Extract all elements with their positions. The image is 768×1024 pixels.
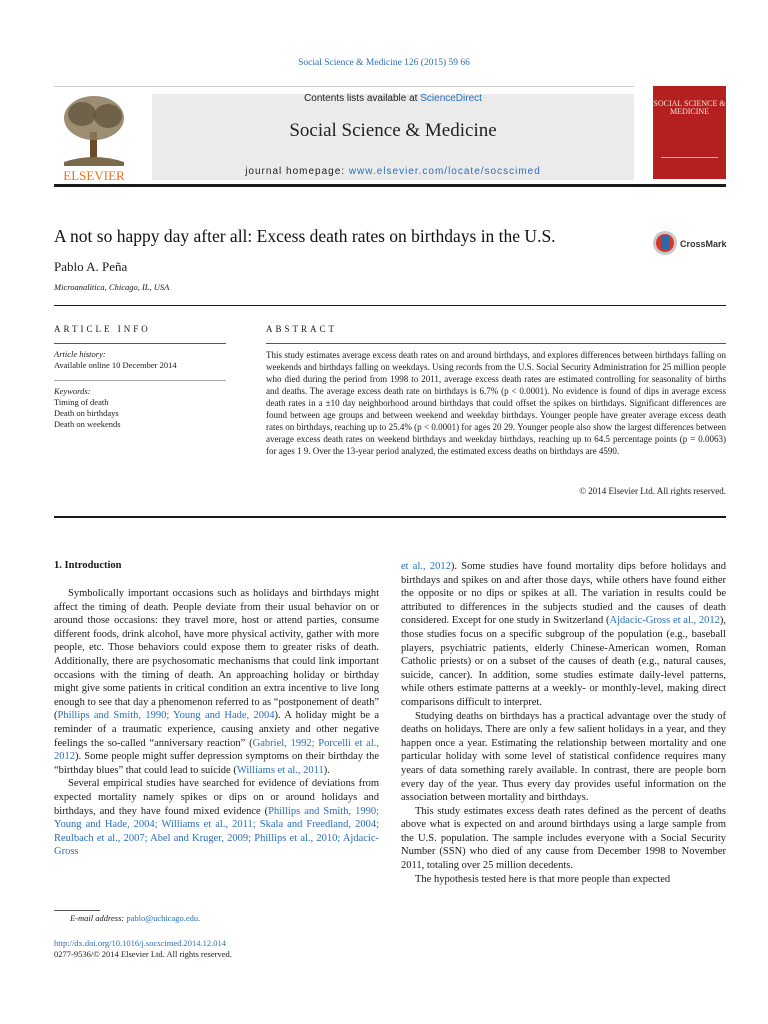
article-info-heading: ARTICLE INFO bbox=[54, 324, 151, 334]
article-title: A not so happy day after all: Excess death rates on birthdays in the U.S. bbox=[54, 226, 556, 246]
crossmark-label: CrossMark bbox=[680, 239, 727, 249]
header-bottom-rule bbox=[54, 184, 726, 187]
body-paragraph: This study estimates excess death rates defined as the percent of deaths above what is expected on and around birthdays using a large sample from the U.S. population. The sample includes everyone with a Social Security Number (SSN) who died of any cause from December 1998 to November 2011, totaling over 25 million decedents. bbox=[401, 805, 726, 872]
doi-block bbox=[54, 938, 232, 960]
paragraph-text: Several empirical studies have searched for evidence of deviations from expected mortality namely spikes or dips on or around holidays and birthdays, and they have found mixed evidence ( bbox=[54, 778, 379, 817]
paragraph-text: ). A holiday might be a reminder of a traumatic experience, causing anxiety and other negative feelings the so-called “anniversary reaction” ( bbox=[54, 710, 379, 749]
body-paragraph: Studying deaths on birthdays has a practical advantage over the study of deaths on holidays. There are only a few salient holidays in a year, and they happen once a year. Estimating the relationship between mortality and one particular holiday with some level of statistical confidence requires many years of data something rarely available. In contrast, there are people born every day of the year. Thus every day provides useful information on the association between mortality and birthdays. bbox=[401, 710, 726, 804]
keywords-block bbox=[54, 386, 226, 430]
sciencedirect-link[interactable]: ScienceDirect bbox=[420, 93, 482, 104]
body-left-column bbox=[54, 587, 379, 859]
abstract-bottom-rule bbox=[54, 516, 726, 518]
header-top-rule bbox=[54, 86, 634, 87]
body-paragraph: The hypothesis tested here is that more people than expected bbox=[415, 873, 671, 885]
crossmark-icon bbox=[652, 230, 732, 260]
publisher-name: ELSEVIER bbox=[63, 168, 125, 183]
elsevier-logo bbox=[54, 90, 134, 185]
author-name: Pablo A. Peña bbox=[54, 259, 128, 274]
history-label: Article history: bbox=[54, 349, 106, 359]
footnote-rule bbox=[54, 910, 100, 911]
paragraph-text: ). Some studies have found mortality dips before holidays and birthdays and spikes on and after those days, while others have found either the opposite or no dips or spikes at all. The variation in results could be attributed to differences in the subjects studied and the causes of death considered. Except for one study in Switzerland ( bbox=[401, 561, 727, 627]
contents-line bbox=[152, 93, 634, 104]
author-affiliation: Microanalitica, Chicago, IL, USA bbox=[54, 282, 170, 292]
body-right-column bbox=[401, 560, 726, 886]
abstract-heading: ABSTRACT bbox=[266, 324, 338, 334]
author-email-footnote bbox=[70, 913, 200, 923]
abstract-text: This study estimates average excess death rates on and around birthdays, and explores differences between birthdays falling on weekends and birthdays falling on weekdays. Using records from the U.S. Social Security Administration for 25 million people who died during the period from 1998 to 2011, average excess death rates are estimated controlling for seasonality of births and deaths. The average excess death rate on birthdays is 6.7% (p < 0.0001). No evidence is found of dips in average excess death rates in a ±10 day neighborhood around birthdays that could offset the spikes on birthdays. Significant differences are found between age groups and between weekend and weekday birthdays. Younger people have greater average excess death rates on birthdays, reaching up to 25.4% (p < 0.0001) for ages 20 29. Younger people also show the largest differences between average excess death rates on weekend birthdays and weekday birthdays, reaching up to 64.5 percentage points (p = 0.0063) for ages 1 9. Over the 13-year period analyzed, the estimated excess deaths on birthdays are 4590. bbox=[266, 350, 726, 456]
section-heading-introduction: 1. Introduction bbox=[54, 560, 122, 571]
body-paragraph bbox=[54, 777, 379, 859]
homepage-link[interactable]: www.elsevier.com/locate/socscimed bbox=[348, 166, 541, 177]
paragraph-text: Symbolically important occasions such as holidays and birthdays might affect the timing of death. People deviate from their usual behavior on or around those occasions: they travel more, host or attend parties, consume different foods, drink alcohol, have more physical activity, gather with more people, etc. Those behaviors could expose them to greater risks of death. Additionally, there are psychosomatic mechanisms that could link important occasions with the timing of death. An approaching holiday or birthday might give some patients in critical condition an extra incentive to live long enough to see that day a phenomenon referred to as “postponement of death” ( bbox=[54, 588, 379, 722]
crossmark-badge[interactable] bbox=[652, 230, 732, 260]
contents-prefix: Contents lists available at bbox=[304, 93, 421, 104]
keyword-item: Death on weekends bbox=[54, 419, 121, 429]
article-info-rule bbox=[54, 343, 226, 344]
body-paragraph bbox=[401, 560, 726, 710]
keyword-item: Death on birthdays bbox=[54, 408, 119, 418]
email-label: E-mail address: bbox=[70, 913, 127, 923]
citation-link[interactable]: Gabriel, 1992; Porcelli et al., 2012 bbox=[54, 737, 380, 763]
citation-link[interactable]: Phillips and Smith, 1990; Young and Hade, 2004; Williams et al., 2011; Skala and Freedland, 2004; Reulbach et al., 2007; Abel and Kruger, 2009; Phillips et al., 2010; Ajdacic-Gross bbox=[54, 805, 379, 858]
title-divider bbox=[54, 305, 726, 306]
email-link[interactable]: pablo@uchicago.edu. bbox=[126, 913, 201, 923]
homepage-label: journal homepage: bbox=[245, 166, 349, 177]
history-value: Available online 10 December 2014 bbox=[54, 360, 177, 370]
journal-reference[interactable]: Social Science & Medicine 126 (2015) 59 66 bbox=[298, 58, 470, 68]
elsevier-tree-icon bbox=[54, 90, 134, 185]
journal-cover-thumbnail[interactable] bbox=[653, 86, 726, 179]
keywords-label: Keywords: bbox=[54, 386, 91, 396]
citation-link[interactable]: Phillips and Smith, 1990; Young and Hade, 2004 bbox=[57, 710, 275, 722]
paragraph-text: ). Some people might suffer depression symptoms on their birthday the “birthday blues” that could lead to suicide ( bbox=[54, 751, 379, 776]
paragraph-text: ). bbox=[323, 764, 330, 776]
journal-name: Social Science & Medicine bbox=[289, 120, 497, 141]
keywords-rule bbox=[54, 380, 226, 381]
journal-homepage bbox=[152, 166, 634, 177]
article-history bbox=[54, 349, 226, 371]
doi-link[interactable]: http://dx.doi.org/10.1016/j.socscimed.2014.12.014 bbox=[54, 938, 226, 948]
paragraph-text: ), those studies focus on a specific subgroup of the population (e.g., baseball players, psychiatric patients, elderly Chinese-American women, Roman Catholic priests) or on a subset of the causes of death (e.g., natural causes, suicide, cancer). In addition, some studies estimate daily-level patterns, while others estimate patterns at a weekly- or monthly-level, making direct comparisons difficult to interpret. bbox=[401, 615, 726, 708]
citation-link[interactable]: et al., 2012 bbox=[401, 561, 451, 572]
cover-decoration bbox=[661, 157, 718, 174]
issn-copyright: 0277-9536/© 2014 Elsevier Ltd. All rights reserved. bbox=[54, 949, 232, 959]
abstract-rule bbox=[266, 343, 726, 344]
cover-title: SOCIAL SCIENCE & MEDICINE bbox=[653, 99, 726, 116]
abstract-copyright: © 2014 Elsevier Ltd. All rights reserved. bbox=[579, 486, 726, 496]
citation-link[interactable]: Williams et al., 2011 bbox=[236, 764, 324, 776]
body-paragraph bbox=[54, 587, 379, 777]
keyword-item: Timing of death bbox=[54, 397, 109, 407]
citation-link[interactable]: Ajdacic-Gross et al., 2012 bbox=[609, 615, 720, 627]
